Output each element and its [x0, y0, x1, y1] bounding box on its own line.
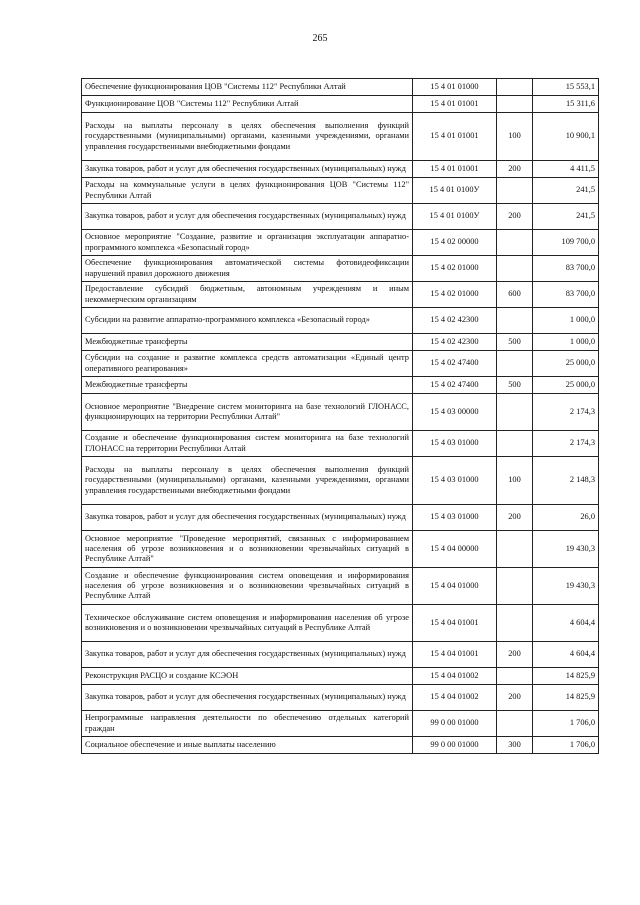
budget-table	[81, 78, 599, 754]
row-type-cell: 200	[497, 685, 533, 711]
table-row	[82, 685, 599, 711]
row-name-cell: Закупка товаров, работ и услуг для обеспечения государственных (муниципальных) нужд	[82, 204, 413, 230]
table-row	[82, 79, 599, 96]
row-code-cell: 15 4 01 01001	[413, 96, 497, 113]
row-code-cell: 15 4 01 0100У	[413, 178, 497, 204]
row-code-cell: 15 4 02 01000	[413, 282, 497, 308]
row-name-cell: Предоставление субсидий бюджетным, автономным учреждениям и иным некоммерческим организациям	[82, 282, 413, 308]
table-row	[82, 505, 599, 531]
table-row	[82, 351, 599, 377]
row-type-cell: 200	[497, 642, 533, 668]
row-amount-cell: 109 700,0	[533, 230, 599, 256]
row-type-cell: 300	[497, 737, 533, 754]
row-code-cell: 15 4 01 01001	[413, 113, 497, 161]
table-row	[82, 377, 599, 394]
table-row	[82, 96, 599, 113]
table-row	[82, 113, 599, 161]
row-type-cell: 500	[497, 334, 533, 351]
row-code-cell: 15 4 04 01000	[413, 568, 497, 605]
row-type-cell	[497, 605, 533, 642]
row-amount-cell: 1 706,0	[533, 737, 599, 754]
row-type-cell: 200	[497, 505, 533, 531]
row-amount-cell: 25 000,0	[533, 377, 599, 394]
row-type-cell	[497, 308, 533, 334]
table-row	[82, 282, 599, 308]
row-code-cell: 15 4 04 01001	[413, 605, 497, 642]
row-name-cell: Расходы на выплаты персоналу в целях обеспечения выполнения функций государственными (муниципальными) органами, казенными учреждениями, органами управления государственными внебюджетными фондами	[82, 113, 413, 161]
row-code-cell: 99 0 00 01000	[413, 711, 497, 737]
row-name-cell: Межбюджетные трансферты	[82, 334, 413, 351]
row-name-cell: Обеспечение функционирования ЦОВ "Системы 112" Республики Алтай	[82, 79, 413, 96]
row-name-cell: Расходы на выплаты персоналу в целях обеспечения выполнения функций государственными (муниципальными) органами, казенными учреждениями, органами управления государственными внебюджетными фондами	[82, 457, 413, 505]
table-row	[82, 431, 599, 457]
table-row	[82, 204, 599, 230]
row-amount-cell: 4 411,5	[533, 161, 599, 178]
row-code-cell: 15 4 01 01000	[413, 79, 497, 96]
row-amount-cell: 19 430,3	[533, 531, 599, 568]
table-row	[82, 568, 599, 605]
row-name-cell: Создание и обеспечение функционирования систем оповещения и информирования населения об угрозе возникновения и о возникновении чрезвычайных ситуаций в Республике Алтай	[82, 568, 413, 605]
row-amount-cell: 4 604,4	[533, 605, 599, 642]
row-name-cell: Субсидии на развитие аппаратно-программного комплекса «Безопасный город»	[82, 308, 413, 334]
row-amount-cell: 2 174,3	[533, 394, 599, 431]
row-code-cell: 15 4 04 01002	[413, 685, 497, 711]
row-type-cell: 200	[497, 204, 533, 230]
row-name-cell: Закупка товаров, работ и услуг для обеспечения государственных (муниципальных) нужд	[82, 685, 413, 711]
row-amount-cell: 2 148,3	[533, 457, 599, 505]
row-amount-cell: 14 825,9	[533, 685, 599, 711]
page-number: 265	[312, 33, 328, 44]
row-code-cell: 15 4 01 0100У	[413, 204, 497, 230]
row-amount-cell: 1 000,0	[533, 308, 599, 334]
row-name-cell: Основное мероприятие "Проведение мероприятий, связанных с информированием населения об угрозе возникновения и о возникновении чрезвычайных ситуаций в Республике Алтай"	[82, 531, 413, 568]
table-row	[82, 737, 599, 754]
row-code-cell: 15 4 03 01000	[413, 457, 497, 505]
row-code-cell: 15 4 02 42300	[413, 308, 497, 334]
row-amount-cell: 25 000,0	[533, 351, 599, 377]
row-name-cell: Функционирование ЦОВ "Системы 112" Республики Алтай	[82, 96, 413, 113]
budget-table-body	[82, 79, 599, 754]
row-type-cell: 200	[497, 161, 533, 178]
row-name-cell: Непрограммные направления деятельности по обеспечению отдельных категорий граждан	[82, 711, 413, 737]
row-code-cell: 15 4 02 01000	[413, 256, 497, 282]
row-amount-cell: 83 700,0	[533, 282, 599, 308]
table-row	[82, 178, 599, 204]
row-amount-cell: 2 174,3	[533, 431, 599, 457]
row-code-cell: 15 4 04 00000	[413, 531, 497, 568]
row-type-cell	[497, 711, 533, 737]
row-name-cell: Субсидии на создание и развитие комплекса средств автоматизации «Единый центр оперативного реагирования»	[82, 351, 413, 377]
row-type-cell	[497, 568, 533, 605]
row-amount-cell: 1 706,0	[533, 711, 599, 737]
table-row	[82, 668, 599, 685]
row-type-cell	[497, 531, 533, 568]
table-row	[82, 605, 599, 642]
row-name-cell: Закупка товаров, работ и услуг для обеспечения государственных (муниципальных) нужд	[82, 642, 413, 668]
row-type-cell	[497, 351, 533, 377]
row-type-cell: 500	[497, 377, 533, 394]
row-name-cell: Основное мероприятие "Внедрение систем мониторинга на базе технологий ГЛОНАСС, функционирующих на территории Республики Алтай"	[82, 394, 413, 431]
row-type-cell: 100	[497, 457, 533, 505]
row-type-cell	[497, 256, 533, 282]
row-name-cell: Социальное обеспечение и иные выплаты населению	[82, 737, 413, 754]
row-code-cell: 15 4 02 47400	[413, 377, 497, 394]
row-amount-cell: 19 430,3	[533, 568, 599, 605]
row-amount-cell: 4 604,4	[533, 642, 599, 668]
table-row	[82, 457, 599, 505]
row-code-cell: 99 0 00 01000	[413, 737, 497, 754]
row-name-cell: Основное мероприятие "Создание, развитие и организация эксплуатации аппаратно-программного комплекса «Безопасный город»	[82, 230, 413, 256]
table-row	[82, 334, 599, 351]
row-type-cell: 100	[497, 113, 533, 161]
table-row	[82, 394, 599, 431]
row-name-cell: Расходы на коммунальные услуги в целях функционирования ЦОВ "Системы 112" Республики Алтай	[82, 178, 413, 204]
row-type-cell	[497, 96, 533, 113]
table-row	[82, 256, 599, 282]
row-amount-cell: 241,5	[533, 204, 599, 230]
row-code-cell: 15 4 03 01000	[413, 505, 497, 531]
row-name-cell: Закупка товаров, работ и услуг для обеспечения государственных (муниципальных) нужд	[82, 505, 413, 531]
row-amount-cell: 1 000,0	[533, 334, 599, 351]
table-row	[82, 711, 599, 737]
table-row	[82, 308, 599, 334]
row-amount-cell: 10 900,1	[533, 113, 599, 161]
row-code-cell: 15 4 04 01002	[413, 668, 497, 685]
row-amount-cell: 15 311,6	[533, 96, 599, 113]
row-type-cell	[497, 668, 533, 685]
row-code-cell: 15 4 03 01000	[413, 431, 497, 457]
row-name-cell: Межбюджетные трансферты	[82, 377, 413, 394]
row-type-cell: 600	[497, 282, 533, 308]
row-code-cell: 15 4 03 00000	[413, 394, 497, 431]
row-type-cell	[497, 79, 533, 96]
row-code-cell: 15 4 04 01001	[413, 642, 497, 668]
row-name-cell: Закупка товаров, работ и услуг для обеспечения государственных (муниципальных) нужд	[82, 161, 413, 178]
row-name-cell: Техническое обслуживание систем оповещения и информирования населения об угрозе возникновения и о возникновении чрезвычайных ситуаций в Республике Алтай	[82, 605, 413, 642]
row-type-cell	[497, 431, 533, 457]
row-name-cell: Реконструкция РАСЦО и создание КСЭОН	[82, 668, 413, 685]
row-amount-cell: 15 553,1	[533, 79, 599, 96]
table-row	[82, 531, 599, 568]
row-name-cell: Создание и обеспечение функционирования систем мониторинга на базе технологий ГЛОНАСС на территории Республики Алтай	[82, 431, 413, 457]
row-amount-cell: 14 825,9	[533, 668, 599, 685]
row-code-cell: 15 4 02 42300	[413, 334, 497, 351]
row-amount-cell: 83 700,0	[533, 256, 599, 282]
row-type-cell	[497, 230, 533, 256]
row-name-cell: Обеспечение функционирования автоматической системы фотовидеофиксации нарушений правил дорожного движения	[82, 256, 413, 282]
row-code-cell: 15 4 01 01001	[413, 161, 497, 178]
row-code-cell: 15 4 02 00000	[413, 230, 497, 256]
row-amount-cell: 241,5	[533, 178, 599, 204]
table-row	[82, 642, 599, 668]
table-row	[82, 161, 599, 178]
row-type-cell	[497, 394, 533, 431]
row-type-cell	[497, 178, 533, 204]
row-amount-cell: 26,0	[533, 505, 599, 531]
row-code-cell: 15 4 02 47400	[413, 351, 497, 377]
table-row	[82, 230, 599, 256]
